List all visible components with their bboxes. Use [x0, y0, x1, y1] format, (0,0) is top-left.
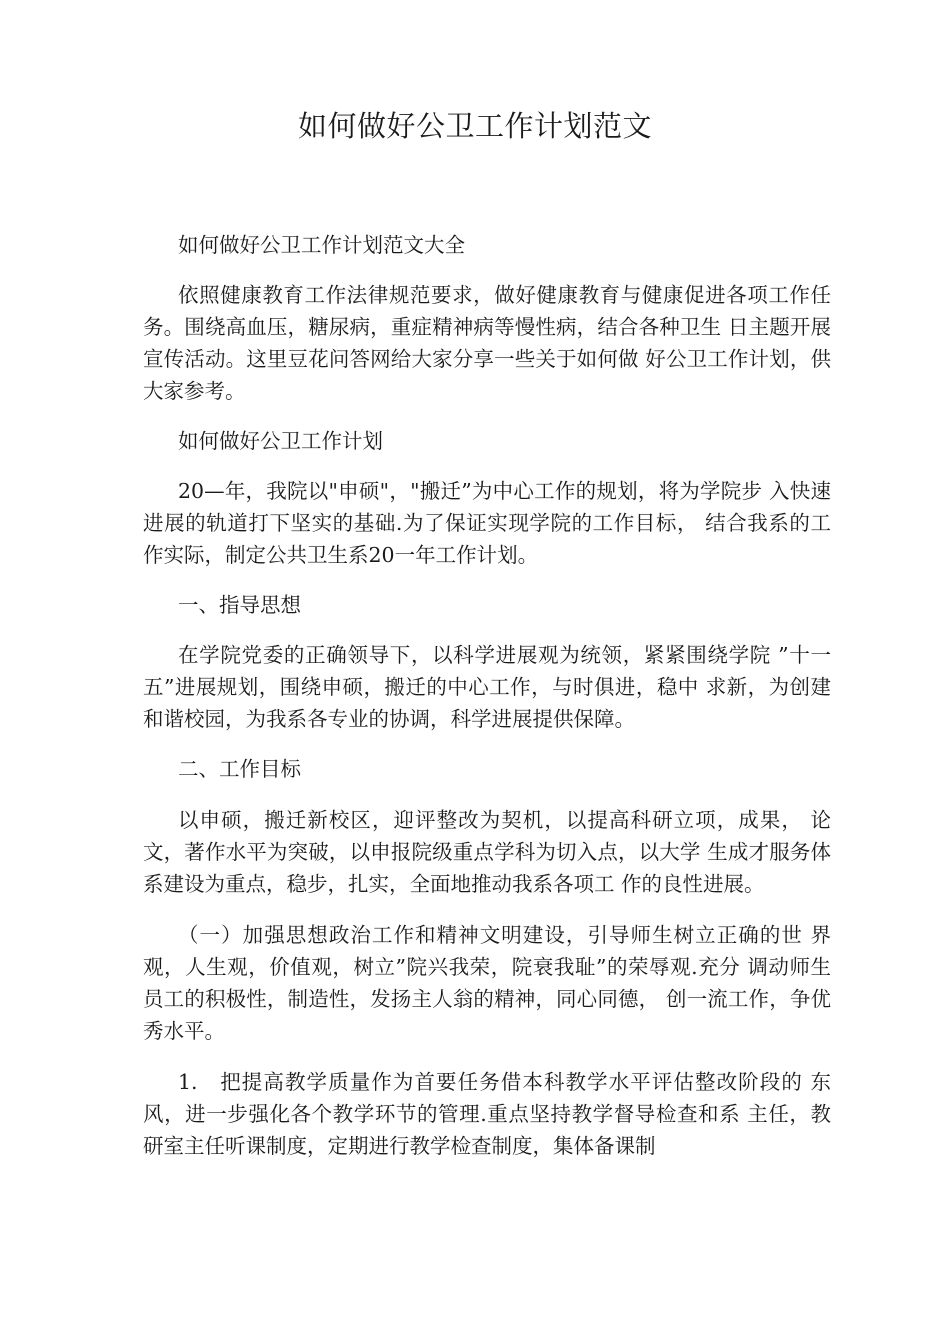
document-body: [143, 229, 831, 1162]
guiding-ideology-paragraph: 在学院党委的正确领导下，以科学进展观为统领，紧紧围绕学院 ”十一五”进展规划，围绕申硕，搬迁的中心工作，与时俱进，稳中 求新，为创建和谐校园，为我系各专业的协调，科学进展提供保障。: [143, 643, 831, 731]
plan-overview-paragraph: 20—年，我院以"申硕"，"搬迁”为中心工作的规划，将为学院步 入快速进展的轨道打下坚实的基础.为了保证实现学院的工作目标， 结合我系的工作实际，制定公共卫生系20一年工作计划。: [143, 479, 831, 567]
document-title: 如何做好公卫工作计划范文: [297, 109, 652, 143]
intro-paragraph: 依照健康教育工作法律规范要求，做好健康教育与健康促进各项工作任务。围绕高血压，糖尿病，重症精神病等慢性病，结合各种卫生 日主题开展宣传活动。这里豆花问答网给大家分享一些关于如何做 好公卫工作计划，供大家参考。: [143, 283, 831, 403]
section-heading: 如何做好公卫工作计划: [178, 429, 383, 453]
subtitle-paragraph: 如何做好公卫工作计划范文大全: [178, 233, 465, 257]
numbered-item-paragraph: 1. 把提高教学质量作为首要任务借本科教学水平评估整改阶段的 东风，进一步强化各个教学环节的管理.重点坚持教学督导检查和系 主任，教研室主任听课制度，定期进行教学检查制度，集体备课制: [143, 1070, 831, 1158]
work-goals-heading: 二、工作目标: [178, 757, 301, 781]
item-one-paragraph: （一）加强思想政治工作和精神文明建设，引导师生树立正确的世 界观，人生观，价值观，树立”院兴我荣，院衰我耻”的荣辱观.充分 调动师生员工的积极性，制造性，发扬主人翁的精神，同心同德， 创一流工作，争优秀水平。: [143, 923, 831, 1043]
work-goals-paragraph: 以申硕，搬迁新校区，迎评整改为契机，以提高科研立项，成果， 论文，著作水平为突破，以申报院级重点学科为切入点，以大学 生成才服务体系建设为重点，稳步，扎实，全面地推动我系各项工 作的良性进展。: [143, 808, 831, 896]
guiding-ideology-heading: 一、指导思想: [178, 593, 301, 617]
